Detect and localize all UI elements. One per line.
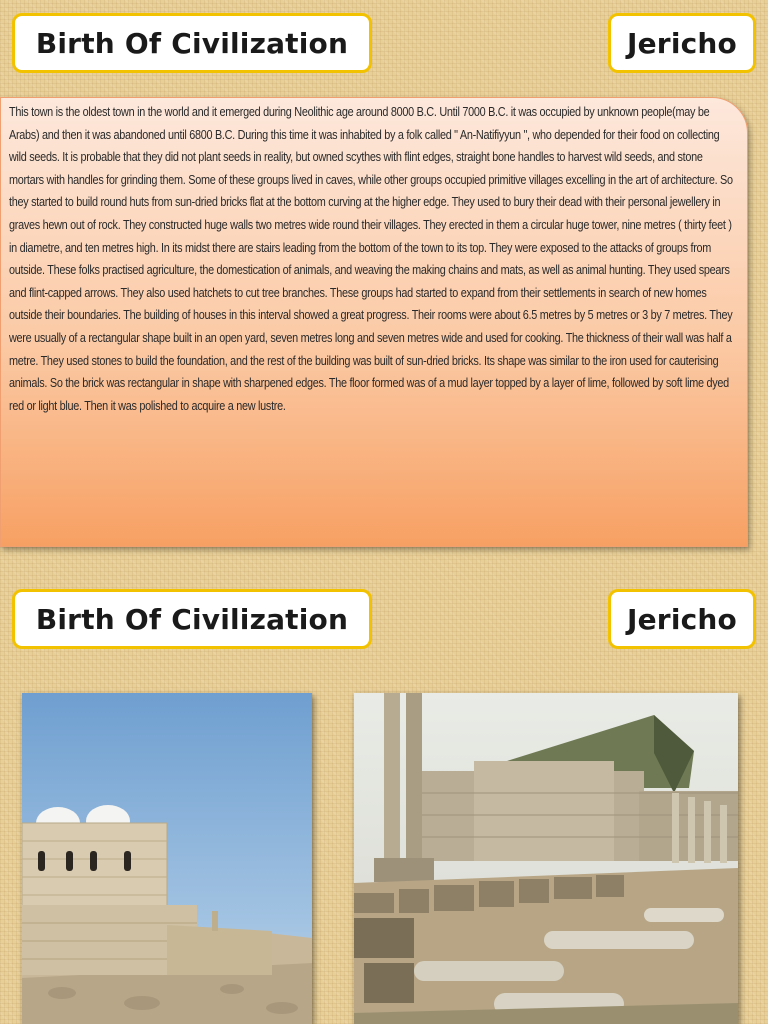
place-label: Jericho	[608, 13, 756, 73]
domed-building-illustration	[22, 693, 312, 1024]
place-label-secondary: Jericho	[608, 589, 756, 649]
page-title: Birth Of Civilization	[12, 13, 372, 73]
body-paragraph: This town is the oldest town in the world and it emerged during Neolithic age around 8000 B.C. Until 7000 B.C. it was occupied by unknown people(may be Arabs) and then it was abandoned until 6800 B.C. During this time it was inhabited by a folk called " An-Natifiyyun ", who depended for their food on collecting wild seeds. It is probable that they did not plant seeds in reality, but owned scythes with flint edges, straight bone handles to harvest wild seeds, and stone mortars with handles for grinding them. Some of these groups lived in caves, while other groups occupied primitive villages excelling in the art of architecture. So they started to build round huts from sun-dried bricks flat at the bottom curving at the higher edge. They used to bury their dead with their personal jewellery in graves hewn out of rock. They constructed huge walls two metres wide round their villages. They erected in them a circular huge tower, nine metres ( thirty feet ) in diametre, and ten metres high. In its midst there are stairs leading from the bottom of the town to its top. They were exposed to the attacks of groups from outside. These folks practised agriculture, the domestication of animals, and weaving the making chains and mats, as well as animal hunting. They used spears and flint-capped arrows. They also used hatchets to cut tree branches. These groups had started to expand from their settlements in search of new homes outside their boundaries. The building of houses in this interval showed a great progress. Their rooms were about 6.5 metres by 5 metres or 3 by 7 metres. They were usually of a rectangular shape built in an open yard, seven metres long and seven metres wide and used for cooking. The thickness of their wall was half a metre. They used stones to build the foundation, and the rest of the building was built of sun-dried bricks. Its shape was similar to the iron used for cauterising animals. So the brick was rectangular in shape with sharpened edges. The floor formed was of a mud layer topped by a layer of lime, followed by soft lime dyed red or light blue. Then it was polished to acquire a new lustre.	[9, 104, 733, 413]
page-title-secondary: Birth Of Civilization	[12, 589, 372, 649]
photo-ancient-ruins	[354, 693, 738, 1024]
text-panel	[0, 97, 748, 547]
photo-domed-building	[22, 693, 312, 1024]
ruins-illustration	[354, 693, 738, 1024]
